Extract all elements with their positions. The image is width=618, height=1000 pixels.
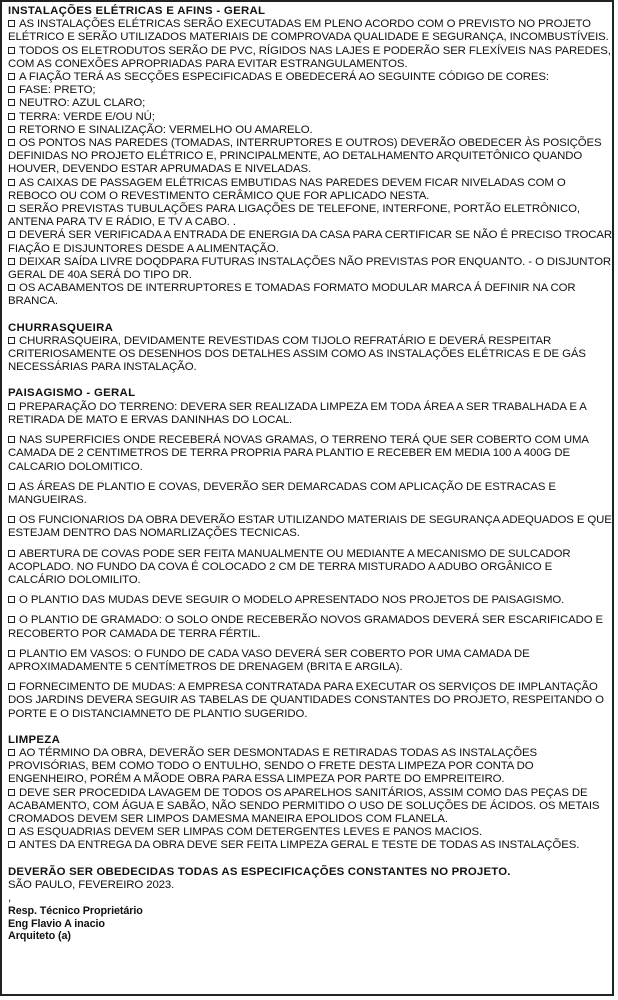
list-item: FORNECIMENTO DE MUDAS: A EMPRESA CONTRATADA PARA EXECUTAR OS SERVIÇOS DE IMPLANTAÇÃO DOS JARDINS DEVERA SEGUIR AS TABELAS DE QUANTIDADES CONSTANTES DO PROJETO, RESPEITANDO O PORTE E O DISTANCIAMNETO DE PLANTIO SUGERIDO.: [8, 681, 604, 720]
checkbox-icon: [8, 789, 15, 796]
checkbox-icon: [8, 179, 15, 186]
checkbox-icon: [8, 86, 15, 93]
list-item: AS ESQUADRIAS DEVEM SER LIMPAS COM DETERGENTES LEVES E PANOS MACIOS.: [8, 826, 612, 839]
list-item: A FIAÇÃO TERÁ AS SECÇÕES ESPECIFICADAS E OBEDECERÁ AO SEGUINTE CÓDIGO DE CORES:: [8, 71, 612, 84]
section-title-limpeza: LIMPEZA: [8, 733, 61, 746]
list-item: O PLANTIO DE GRAMADO: O SOLO ONDE RECEBERÃO NOVOS GRAMADOS DEVERÁ SER ESCARIFICADO E RECOBERTO POR CAMADA DE TERRA FÉRTIL.: [8, 614, 604, 640]
checkbox-icon: [8, 596, 15, 603]
spacer: [8, 374, 612, 387]
checkbox-icon: [8, 650, 15, 657]
checkbox-icon: [8, 616, 15, 623]
list-item: ANTES DA ENTREGA DA OBRA DEVE SER FEITA LIMPEZA GERAL E TESTE DE TODAS AS INSTALAÇÕES.: [8, 839, 612, 852]
list-item: DEVERÁ SER VERIFICADA A ENTRADA DE ENERGIA DA CASA PARA CERTIFICAR SE NÃO É PRECISO TROCAR FIAÇÃO E DISJUNTORES DESDE A ALIMENTAÇÃO.: [8, 229, 612, 255]
checkbox-icon: [8, 483, 15, 490]
checkbox-icon: [8, 436, 15, 443]
list-item: TERRA: VERDE E/OU NÚ;: [8, 111, 612, 124]
section-title-paisagismo: PAISAGISMO - GERAL: [8, 387, 136, 400]
place-date: SÃO PAULO, FEVEREIRO 2023.: [8, 878, 175, 891]
spacer: [8, 721, 612, 734]
list-item: ABERTURA DE COVAS PODE SER FEITA MANUALMENTE OU MEDIANTE A MECANISMO DE SULCADOR ACOPLADO. NO FUNDO DA COVA É COLOCADO 2 CM DE TERRA MISTURADO A ADUBO ORGÂNICO E CALCÁRIO DOLOMILITO.: [8, 547, 571, 586]
list-item: OS PONTOS NAS PAREDES (TOMADAS, INTERRUPTORES E OUTROS) DEVERÃO OBEDECER ÀS POSIÇÕES DEFINIDAS NO PROJETO ELÉTRICO E, PRINCIPALMENTE, AO DETALHAMENTO ARQUITETÔNICO QUANDO HOUVER, DEVENDO ESTAR APRUMADAS E NIVELADAS.: [8, 137, 602, 176]
list-item: PREPARAÇÃO DO TERRENO: DEVERA SER REALIZADA LIMPEZA EM TODA ÁREA A SER TRABALHADA E A RETIRADA DE MATO E ERVAS DANINHAS DO LOCAL.: [8, 400, 587, 426]
list-item: OS ACABAMENTOS DE INTERRUPTORES E TOMADAS FORMATO MODULAR MARCA Á DEFINIR NA COR BRANCA.: [8, 282, 576, 308]
list-item: AS CAIXAS DE PASSAGEM ELÉTRICAS EMBUTIDAS NAS PAREDES DEVEM FICAR NIVELADAS COM O REBOCO OU COM O REVESTIMENTO CERÂMICO QUE FOR APLICADO NESTA.: [8, 176, 566, 202]
checkbox-icon: [8, 284, 15, 291]
list-item: DEVE SER PROCEDIDA LAVAGEM DE TODOS OS APARELHOS SANITÁRIOS, ASSIM COMO DAS PEÇAS DE ACABAMENTO, COM ÁGUA E SABÃO, NÃO SENDO PERMITIDO O USO DE SOLUÇÕES DE ÁCIDOS. OS METAIS CROMADOS DEVEM SER LIMPOS DAMESMA MANEIRA EPOLIDOS COM FLANELA.: [8, 786, 600, 825]
checkbox-icon: [8, 828, 15, 835]
checkbox-icon: [8, 126, 15, 133]
checkbox-icon: [8, 841, 15, 848]
list-item: OS FUNCIONARIOS DA OBRA DEVERÃO ESTAR UTILIZANDO MATERIAIS DE SEGURANÇA ADEQUADOS E QUE ESTEJAM DENTRO DAS NOMARLIZAÇÕES TECNICAS.: [8, 514, 612, 540]
list-item: AS ÁREAS DE PLANTIO E COVAS, DEVERÃO SER DEMARCADAS COM APLICAÇÃO DE ESTRACAS E MANGUEIRAS.: [8, 480, 556, 506]
checkbox-icon: [8, 20, 15, 27]
checkbox-icon: [8, 337, 15, 344]
list-item: NEUTRO: AZUL CLARO;: [8, 97, 612, 110]
checkbox-icon: [8, 99, 15, 106]
checkbox-icon: [8, 139, 15, 146]
checkbox-icon: [8, 403, 15, 410]
list-item: AO TÉRMINO DA OBRA, DEVERÃO SER DESMONTADAS E RETIRADAS TODAS AS INSTALAÇÕES PROVISÓRIAS, BEM COMO TODO O ENTULHO, SENDO O FRETE DESTA LIMPEZA POR CONTA DO ENGENHEIRO, PORÉM A MÃODE OBRA PARA ESSA LIMPEZA POR PARTE DO EMPREITEIRO.: [8, 746, 537, 786]
checkbox-icon: [8, 683, 15, 690]
list-item: PLANTIO EM VASOS: O FUNDO DE CADA VASO DEVERÁ SER COBERTO POR UMA CAMADA DE APROXIMADAMENTE 5 CENTÍMETROS DE DRENAGEM (BRITA E ARGILA).: [8, 647, 530, 673]
spacer: [8, 853, 612, 866]
checkbox-icon: [8, 258, 15, 265]
list-item: DEIXAR SAÍDA LIVRE DOQDPARA FUTURAS INSTALAÇÕES NÃO PREVISTAS POR ENQUANTO. - O DISJUNTOR GERAL DE 40A SERÁ DO TIPO DR.: [8, 255, 611, 282]
checkbox-icon: [8, 516, 15, 523]
spacer: [8, 309, 612, 322]
checkbox-icon: [8, 749, 15, 756]
checkbox-icon: [8, 73, 15, 80]
section-title-churrasqueira: CHURRASQUEIRA: [8, 321, 114, 334]
list-item: SERÃO PREVISTAS TUBULAÇÕES PARA LIGAÇÕES DE TELEFONE, INTERFONE, PORTÃO ELETRÔNICO, ANTENA PARA TV E RÁDIO, E TV A CABO. .: [8, 203, 580, 229]
document-body: [8, 5, 612, 943]
list-item: FASE: PRETO;: [8, 84, 612, 97]
section-title-instalacoes: INSTALAÇÕES ELÉTRICAS E AFINS - GERAL: [8, 5, 266, 17]
checkbox-icon: [8, 205, 15, 212]
list-item: CHURRASQUEIRA, DEVIDAMENTE REVESTIDAS COM TIJOLO REFRATÁRIO E DEVERÁ RESPEITAR CRITERIOSAMENTE OS DESENHOS DOS DETALHES ASSIM COMO AS INSTALAÇÕES ELÉTRICAS E DE GÁS NECESSÁRIAS PARA INSTALAÇÃO.: [8, 334, 586, 374]
checkbox-icon: [8, 47, 15, 54]
list-item: O PLANTIO DAS MUDAS DEVE SEGUIR O MODELO APRESENTADO NOS PROJETOS DE PAISAGISMO.: [8, 594, 612, 607]
checkbox-icon: [8, 231, 15, 238]
checkbox-icon: [8, 113, 15, 120]
list-item: NAS SUPERFICIES ONDE RECEBERÁ NOVAS GRAMAS, O TERRENO TERÁ QUE SER COBERTO COM UMA CAMADA DE 2 CENTIMETROS DE TERRA PROPRIA PARA PLANTIO E RECEBER EM MEDIA 100 A 400G DE CALCARIO DOLOMITICO.: [8, 434, 589, 473]
list-item: TODOS OS ELETRODUTOS SERÃO DE PVC, RÍGIDOS NAS LAJES E PODERÃO SER FLEXÍVEIS NAS PAREDES, COM AS CONEXÕES APROPRIADAS PARA EVITAR ESTRANGULAMENTOS.: [8, 44, 611, 70]
architect-label: Arquiteto (a): [8, 930, 71, 943]
engineer-name: Eng Flavio A inacio: [8, 917, 105, 930]
list-item: RETORNO E SINALIZAÇÃO: VERMELHO OU AMARELO.: [8, 124, 612, 137]
responsible-label: Resp. Técnico Proprietário: [8, 905, 143, 918]
closing-statement: DEVERÃO SER OBEDECIDAS TODAS AS ESPECIFICAÇÕES CONSTANTES NO PROJETO.: [8, 865, 511, 878]
checkbox-icon: [8, 550, 15, 557]
punctuation-mark: ,: [8, 891, 12, 904]
list-item: AS INSTALAÇÕES ELÉTRICAS SERÃO EXECUTADAS EM PLENO ACORDO COM O PREVISTO NO PROJETO ELÉTRICO E SERÃO UTILIZADOS MATERIAIS DE COMPROVADA QUALIDADE E SEGURANÇA, INCOMBUSTÍVEIS.: [8, 18, 609, 44]
